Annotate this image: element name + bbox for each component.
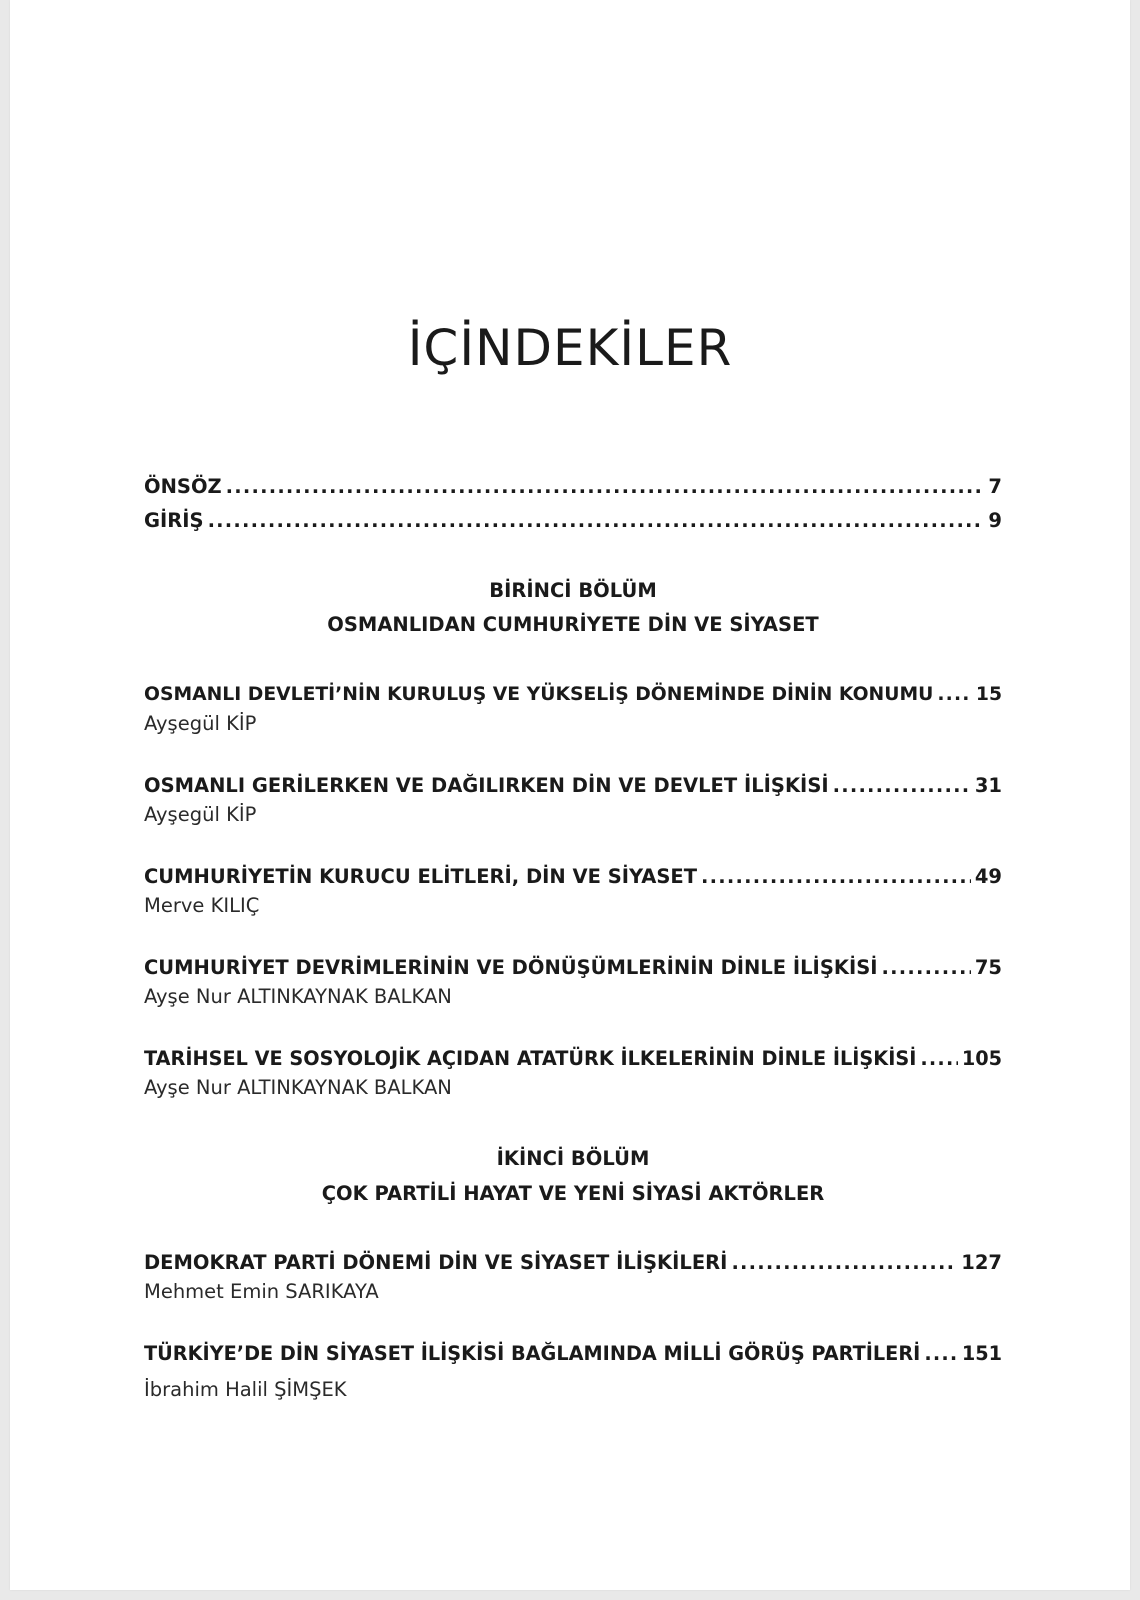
toc-entry-author: Ayşe Nur ALTINKAYNAK BALKAN: [144, 1076, 452, 1099]
toc-entry-onsoz[interactable]: [144, 474, 1002, 500]
toc-entry[interactable]: [144, 682, 1002, 708]
toc-entry[interactable]: [144, 955, 1002, 981]
toc-entry-page: 31: [974, 774, 1002, 797]
toc-entry-page: 105: [961, 1047, 1002, 1070]
part-subtitle: ÇOK PARTİLİ HAYAT VE YENİ SİYASİ AKTÖRLER: [321, 1182, 825, 1205]
toc-entry-author: Mehmet Emin SARIKAYA: [144, 1280, 379, 1303]
toc-entry[interactable]: [144, 864, 1002, 890]
toc-entry-title: GİRİŞ: [144, 509, 204, 532]
dot-leader: [882, 955, 971, 981]
toc-entry-author: Ayşegül KİP: [144, 712, 257, 735]
dot-leader: [226, 474, 985, 500]
toc-entry-title: TARİHSEL VE SOSYOLOJİK AÇIDAN ATATÜRK İLKELERİNİN DİNLE İLİŞKİSİ: [144, 1047, 917, 1070]
document-page: [10, 0, 1130, 1590]
dot-leader: [833, 773, 971, 799]
toc-entry-page: 7: [988, 475, 1002, 498]
toc-entry-title: DEMOKRAT PARTİ DÖNEMİ DİN VE SİYASET İLİŞKİLERİ: [144, 1251, 728, 1274]
toc-entry-page: 127: [961, 1251, 1002, 1274]
toc-entry-title: TÜRKİYE’DE DİN SİYASET İLİŞKİSİ BAĞLAMINDA MİLLİ GÖRÜŞ PARTİLERİ: [144, 1342, 921, 1365]
toc-entry-title: ÖNSÖZ: [144, 475, 222, 498]
dot-leader: [920, 1046, 957, 1072]
toc-entry-author: Ayşe Nur ALTINKAYNAK BALKAN: [144, 985, 452, 1008]
toc-entry-page: 15: [975, 684, 1002, 705]
toc-entry-title: CUMHURİYET DEVRİMLERİNİN VE DÖNÜŞÜMLERİNİN DİNLE İLİŞKİSİ: [144, 956, 878, 979]
toc-entry-author: Ayşegül KİP: [144, 803, 257, 826]
toc-entry-title: CUMHURİYETİN KURUCU ELİTLERİ, DİN VE SİYASET: [144, 865, 698, 888]
toc-entry-author: İbrahim Halil ŞİMŞEK: [144, 1378, 347, 1401]
dot-leader: [701, 864, 971, 890]
toc-entry-giris[interactable]: [144, 508, 1002, 534]
toc-entry[interactable]: [144, 773, 1002, 799]
toc-entry-page: 151: [961, 1342, 1002, 1365]
part-heading: BİRİNCİ BÖLÜM: [489, 579, 657, 602]
toc-entry-author: Merve KILIÇ: [144, 894, 260, 917]
toc-entry-page: 75: [974, 956, 1002, 979]
toc-entry-title: OSMANLI GERİLERKEN VE DAĞILIRKEN DİN VE DEVLET İLİŞKİSİ: [144, 774, 829, 797]
toc-entry-page: 9: [988, 509, 1002, 532]
toc-entry[interactable]: [144, 1341, 1002, 1367]
dot-leader: [208, 508, 985, 534]
part-heading: İKİNCİ BÖLÜM: [496, 1147, 650, 1170]
toc-entry-title: OSMANLI DEVLETİ’NİN KURULUŞ VE YÜKSELİŞ DÖNEMİNDE DİNİN KONUMU: [144, 684, 934, 705]
part-subtitle: OSMANLIDAN CUMHURİYETE DİN VE SİYASET: [327, 613, 819, 636]
dot-leader: [937, 682, 972, 708]
toc-entry[interactable]: [144, 1046, 1002, 1072]
dot-leader: [924, 1341, 957, 1367]
toc-entry-page: 49: [974, 865, 1002, 888]
dot-leader: [731, 1250, 957, 1276]
toc-entry[interactable]: [144, 1250, 1002, 1276]
page-title: İÇİNDEKİLER: [407, 319, 733, 377]
